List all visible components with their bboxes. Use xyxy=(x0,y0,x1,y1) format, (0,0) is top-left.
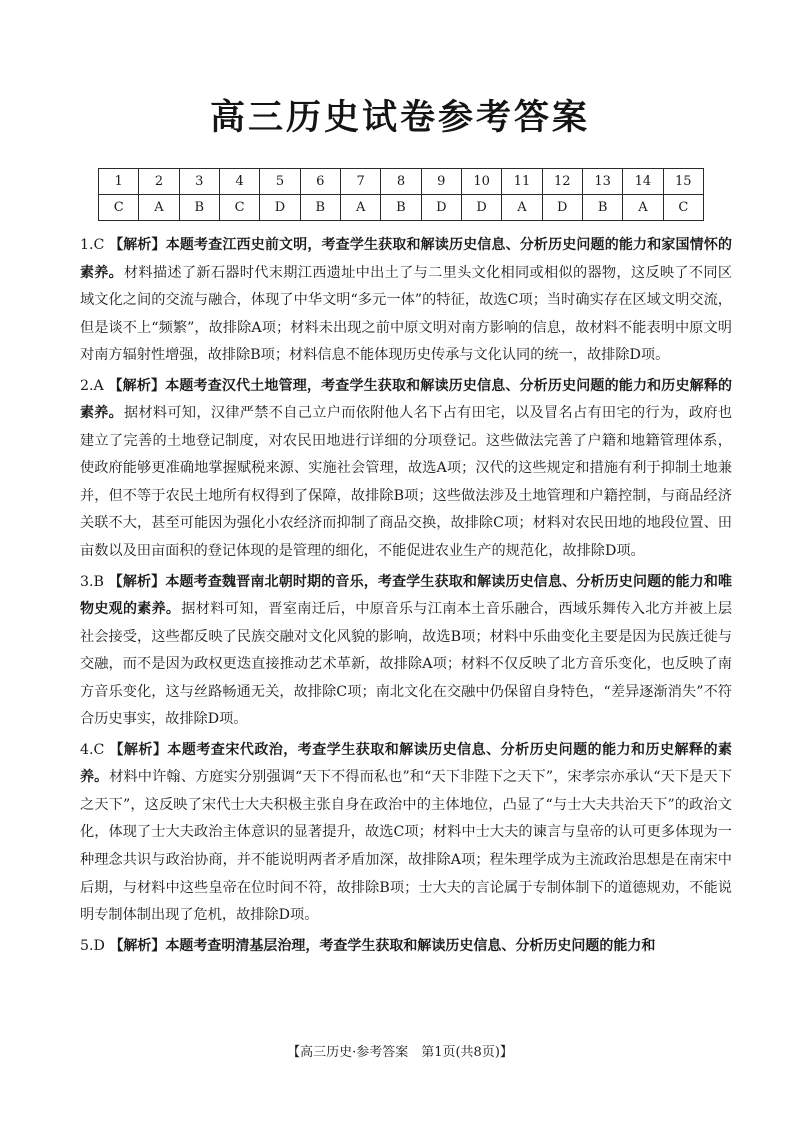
question-number-cell: 2 xyxy=(139,169,179,195)
answer-cell: D xyxy=(260,195,300,221)
item-lead: 本题考查宋代政治，考查学生获取和解读历史信息、分析历史问题的能力和历史解释的素养。 xyxy=(80,741,732,786)
answer-cell: D xyxy=(542,195,582,221)
answer-cell: B xyxy=(300,195,340,221)
analysis-tag: 【解析】 xyxy=(109,937,166,954)
answer-table xyxy=(98,168,704,221)
item-body: 材料中许翰、方庭实分别强调“天下不得而私也”和“天下非陛下之天下”，宋孝宗亦承认“天下是天下之天下”，这反映了宋代士大夫积极主张自身在政治中的主体地位，凸显了“与士大夫共治天下”的政治文化，体现了士大夫政治主体意识的显著提升，故选C项；材料中士大夫的谏言与皇帝的认可更多体现为一种理念共识与政治协商，并不能说明两者矛盾加深，故排除A项；程朱理学成为主流政治思想是在南宋中后期，与材料中这些皇帝在位时间不符，故排除B项；士大夫的言论属于专制体制下的道德规劝，不能说明专制体制出现了危机，故排除D项。 xyxy=(80,769,732,924)
question-number-cell: 15 xyxy=(663,169,703,195)
analysis-tag: 【解析】 xyxy=(109,237,166,253)
answer-table-answer-row xyxy=(99,195,704,221)
answer-cell: A xyxy=(502,195,542,221)
item-body: 据材料可知，晋室南迁后，中原音乐与江南本土音乐融合，西域乐舞传入北方并被上层社会接受，这些都反映了民族交融对文化风貌的影响，故选B项；材料中乐曲变化主要是因为民族迁徙与交融，而不是因为政权更迭直接推动艺术革新，故排除A项；材料不仅反映了北方音乐变化，也反映了南方音乐变化，这与丝路畅通无关，故排除C项；南北文化在交融中仍保留自身特色，“差异逐渐消失”不符合历史事实，故排除D项。 xyxy=(80,601,733,728)
question-number-cell: 9 xyxy=(421,169,461,195)
page-footer: 【高三历史·参考答案 第1页(共8页)】 xyxy=(287,1045,513,1060)
item-lead: 本题考查明清基层治理，考查学生获取和解读历史信息、分析历史问题的能力和 xyxy=(165,937,656,954)
explanation-item-2 xyxy=(80,373,732,566)
item-number: 3.B xyxy=(80,573,104,590)
answer-cell: C xyxy=(663,195,703,221)
explanation-item-3 xyxy=(80,569,732,734)
question-number-cell: 8 xyxy=(381,169,421,195)
analysis-tag: 【解析】 xyxy=(108,377,166,394)
answer-cell: B xyxy=(179,195,219,221)
question-number-cell: 12 xyxy=(542,169,582,195)
answer-cell: D xyxy=(421,195,461,221)
question-number-cell: 10 xyxy=(461,169,501,195)
item-lead: 本题考查江西史前文明，考查学生获取和解读历史信息、分析历史问题的能力和家国情怀的素养。 xyxy=(80,237,733,281)
question-number-cell: 6 xyxy=(300,169,340,195)
answer-cell: A xyxy=(623,195,663,221)
answer-explanations xyxy=(80,232,732,963)
answer-table-number-row xyxy=(99,169,704,195)
question-number-cell: 13 xyxy=(582,169,622,195)
page-title: 高三历史试卷参考答案 xyxy=(209,98,590,138)
answer-cell: C xyxy=(219,195,259,221)
answer-cell: C xyxy=(99,195,139,221)
item-body xyxy=(655,938,656,954)
explanation-item-4 xyxy=(80,737,732,930)
explanation-item-5 xyxy=(80,933,732,961)
answer-cell: A xyxy=(139,195,179,221)
analysis-tag: 【解析】 xyxy=(109,741,168,758)
question-number-cell: 3 xyxy=(179,169,219,195)
item-number: 4.C xyxy=(80,741,105,758)
item-lead: 本题考查魏晋南北朝时期的音乐，考查学生获取和解读历史信息、分析历史问题的能力和唯物史观的素养。 xyxy=(80,573,733,618)
answer-cell: B xyxy=(582,195,622,221)
answer-cell: B xyxy=(381,195,421,221)
question-number-cell: 1 xyxy=(99,169,139,195)
item-body: 材料描述了新石器时代末期江西遗址中出土了与二里头文化相同或相似的器物，这反映了不同区域文化之间的交流与融合，体现了中华文明“多元一体”的特征，故选C项；当时确实存在区域文明交流，但是谈不上“频繁”，故排除A项；材料未出现之前中原文明对南方影响的信息，故材料不能表明中原文明对南方辐射性增强，故排除B项；材料信息不能体现历史传承与文化认同的统一，故排除D项。 xyxy=(80,264,733,364)
item-lead: 本题考查汉代土地管理，考查学生获取和解读历史信息、分析历史问题的能力和历史解释的素养。 xyxy=(80,377,732,422)
question-number-cell: 11 xyxy=(502,169,542,195)
item-number: 2.A xyxy=(80,377,104,394)
item-number: 1.C xyxy=(80,237,105,253)
answer-cell: A xyxy=(340,195,380,221)
item-body: 据材料可知，汉律严禁不自己立户而依附他人名下占有田宅，以及冒名占有田宅的行为，政府也建立了完善的土地登记制度，对农民田地进行详细的分项登记。这些做法完善了户籍和地籍管理体系，使政府能够更准确地掌握赋税来源、实施社会管理，故选A项；汉代的这些规定和措施有利于抑制土地兼并，但不等于农民土地所有权得到了保障，故排除B项；这些做法涉及土地管理和户籍控制，与商品经济关联不大，甚至可能因为强化小农经济而抑制了商品交换，故排除C项；材料对农民田地的地段位置、田亩数以及田亩面积的登记体现的是管理的细化，不能促进农业生产的规范化，故排除D项。 xyxy=(80,405,733,560)
question-number-cell: 7 xyxy=(340,169,380,195)
question-number-cell: 14 xyxy=(623,169,663,195)
item-number: 5.D xyxy=(80,937,105,954)
question-number-cell: 5 xyxy=(260,169,300,195)
explanation-item-1 xyxy=(80,232,732,370)
analysis-tag: 【解析】 xyxy=(108,573,166,590)
question-number-cell: 4 xyxy=(219,169,259,195)
answer-cell: D xyxy=(461,195,501,221)
